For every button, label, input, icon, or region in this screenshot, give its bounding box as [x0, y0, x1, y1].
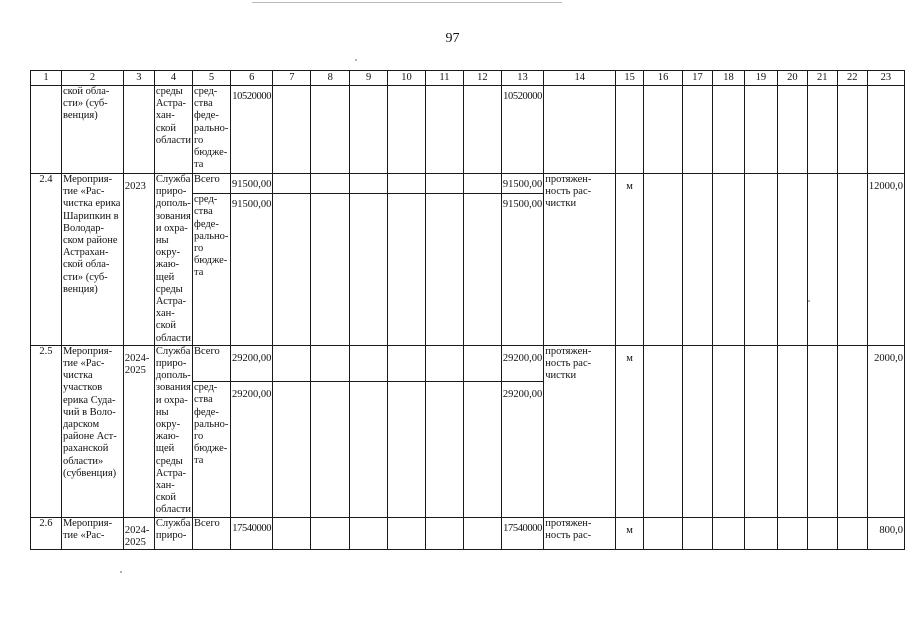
- funding-total-label: Всего: [193, 174, 231, 194]
- empty-cell: [273, 345, 311, 381]
- empty-cell: [350, 517, 388, 549]
- col-header: 12: [463, 71, 501, 86]
- table-row: [31, 86, 905, 174]
- funding-source-cell: сред- ства феде- рально- го бюдже- та: [193, 86, 231, 174]
- col-header: 5: [193, 71, 231, 86]
- row-number-cell: 2.6: [31, 517, 62, 549]
- empty-cell: [350, 382, 388, 517]
- indicator-cell: протяжен- ность рас-: [544, 517, 616, 549]
- table-row: [31, 174, 905, 194]
- scan-speck: [355, 59, 357, 61]
- empty-cell: [388, 345, 426, 381]
- empty-cell: [426, 174, 464, 194]
- unit-cell: [616, 86, 644, 174]
- empty-cell: [712, 174, 744, 346]
- col-header: 20: [777, 71, 807, 86]
- empty-cell: [644, 345, 683, 517]
- measure-name-cell: Мероприя- тие «Рас-: [61, 517, 123, 549]
- funding-source-cell: сред- ства феде- рально- го бюдже- та: [193, 382, 231, 517]
- amount-total-cell: 29200,00: [231, 382, 273, 517]
- table-row: [31, 345, 905, 381]
- scan-speck: [120, 571, 122, 573]
- empty-cell: [712, 345, 744, 517]
- empty-cell: [350, 345, 388, 381]
- empty-cell: [712, 517, 744, 549]
- empty-cell: [426, 517, 464, 549]
- col-header: 4: [154, 71, 192, 86]
- empty-cell: [311, 174, 350, 194]
- top-edge-line: [252, 2, 562, 3]
- col-header: 7: [273, 71, 311, 86]
- empty-cell: [777, 345, 807, 517]
- empty-cell: [388, 382, 426, 517]
- period-cell: 2023: [123, 174, 154, 346]
- empty-cell: [463, 174, 501, 194]
- col-header: 17: [683, 71, 713, 86]
- empty-cell: [273, 194, 311, 346]
- empty-cell: [807, 86, 837, 174]
- empty-cell: [388, 517, 426, 549]
- empty-cell: [867, 86, 904, 174]
- amount-total-cell: 91500,00: [231, 194, 273, 346]
- amount-year-cell: 91500,00: [501, 194, 543, 346]
- empty-cell: [683, 345, 713, 517]
- col-header: 8: [311, 71, 350, 86]
- page-number: 97: [445, 31, 460, 46]
- empty-cell: [807, 174, 837, 346]
- col-header: 1: [31, 71, 62, 86]
- amount-total-cell: 91500,00: [231, 174, 273, 194]
- empty-cell: [273, 382, 311, 517]
- target-value-cell: 12000,0: [867, 174, 904, 346]
- empty-cell: [777, 86, 807, 174]
- empty-cell: [777, 517, 807, 549]
- indicator-cell: протяжен- ность рас- чистки: [544, 345, 616, 517]
- empty-cell: [311, 382, 350, 517]
- empty-cell: [807, 517, 837, 549]
- empty-cell: [837, 517, 867, 549]
- empty-cell: [463, 194, 501, 346]
- period-cell: 2024- 2025: [123, 517, 154, 549]
- empty-cell: [426, 86, 464, 174]
- empty-cell: [463, 86, 501, 174]
- empty-cell: [311, 517, 350, 549]
- row-number-cell: [31, 86, 62, 174]
- empty-cell: [463, 345, 501, 381]
- empty-cell: [426, 382, 464, 517]
- row-number-cell: 2.4: [31, 174, 62, 346]
- col-header: 2: [61, 71, 123, 86]
- empty-cell: [311, 194, 350, 346]
- col-header: 23: [867, 71, 904, 86]
- empty-cell: [388, 86, 426, 174]
- empty-cell: [426, 345, 464, 381]
- col-header: 9: [350, 71, 388, 86]
- empty-cell: [273, 174, 311, 194]
- empty-cell: [388, 174, 426, 194]
- empty-cell: [777, 174, 807, 346]
- amount-year-cell: 17540000: [501, 517, 543, 549]
- col-header: 13: [501, 71, 543, 86]
- col-header: 14: [544, 71, 616, 86]
- amount-year-cell: 29200,00: [501, 345, 543, 381]
- amount-total-cell: 29200,00: [231, 345, 273, 381]
- header-row: [31, 71, 905, 86]
- empty-cell: [644, 517, 683, 549]
- col-header: 19: [744, 71, 777, 86]
- empty-cell: [273, 517, 311, 549]
- empty-cell: [311, 86, 350, 174]
- measure-name-cell: Мероприя- тие «Рас- чистка участков ерика Суда- чий в Воло- дарском районе Аст- раханской области» (субвенция): [61, 345, 123, 517]
- program-table: [30, 70, 905, 550]
- scan-speck: [808, 300, 810, 302]
- target-value-cell: 2000,0: [867, 345, 904, 517]
- col-header: 18: [712, 71, 744, 86]
- period-cell: 2024- 2025: [123, 345, 154, 517]
- empty-cell: [388, 194, 426, 346]
- executor-cell: Служба приро- дополь- зования и охра- ны окру- жаю- щей среды Астра- хан- ской области: [155, 174, 192, 344]
- unit-cell: м: [616, 345, 644, 517]
- col-header: 10: [388, 71, 426, 86]
- col-header: 16: [644, 71, 683, 86]
- measure-name-cell: Мероприя- тие «Рас- чистка ерика Шарипкин в Володар- ском районе Астрахан- ской обла- сти» (суб- венция): [61, 174, 123, 346]
- measure-name-cell: ской обла- сти» (суб- венция): [61, 86, 123, 174]
- executor-cell: Служба приро-: [154, 517, 192, 549]
- col-header: 3: [123, 71, 154, 86]
- unit-cell: м: [616, 517, 644, 549]
- empty-cell: [350, 194, 388, 346]
- empty-cell: [683, 517, 713, 549]
- amount-total-cell: 10520000: [231, 86, 273, 174]
- empty-cell: [311, 345, 350, 381]
- col-header: 6: [231, 71, 273, 86]
- period-cell: [123, 86, 154, 174]
- table-row: [31, 517, 905, 549]
- executor-cell: Служба приро- дополь- зования и охра- ны окру- жаю- щей среды Астра- хан- ской области: [155, 345, 192, 516]
- empty-cell: [426, 194, 464, 346]
- empty-cell: [744, 174, 777, 346]
- executor-cell: среды Астра- хан- ской области: [154, 86, 192, 174]
- empty-cell: [744, 86, 777, 174]
- col-header: 11: [426, 71, 464, 86]
- indicator-cell: [544, 86, 616, 174]
- empty-cell: [644, 174, 683, 346]
- empty-cell: [463, 382, 501, 517]
- empty-cell: [744, 345, 777, 517]
- amount-year-cell: 91500,00: [501, 174, 543, 194]
- empty-cell: [273, 86, 311, 174]
- empty-cell: [712, 86, 744, 174]
- funding-total-label: Всего: [193, 517, 231, 549]
- col-header: 21: [807, 71, 837, 86]
- amount-year-cell: 10520000: [501, 86, 543, 174]
- indicator-cell: протяжен- ность рас- чистки: [544, 174, 616, 346]
- empty-cell: [837, 345, 867, 517]
- unit-cell: м: [616, 174, 644, 346]
- empty-cell: [644, 86, 683, 174]
- funding-total-label: Всего: [193, 345, 231, 381]
- amount-year-cell: 29200,00: [501, 382, 543, 517]
- empty-cell: [463, 517, 501, 549]
- col-header: 22: [837, 71, 867, 86]
- empty-cell: [350, 86, 388, 174]
- target-value-cell: 800,0: [867, 517, 904, 549]
- empty-cell: [807, 345, 837, 517]
- funding-source-cell: сред- ства феде- рально- го бюдже- та: [193, 194, 231, 346]
- col-header: 15: [616, 71, 644, 86]
- empty-cell: [837, 174, 867, 346]
- empty-cell: [837, 86, 867, 174]
- empty-cell: [683, 174, 713, 346]
- empty-cell: [683, 86, 713, 174]
- row-number-cell: 2.5: [31, 345, 62, 517]
- empty-cell: [350, 174, 388, 194]
- amount-total-cell: 17540000: [231, 517, 273, 549]
- empty-cell: [744, 517, 777, 549]
